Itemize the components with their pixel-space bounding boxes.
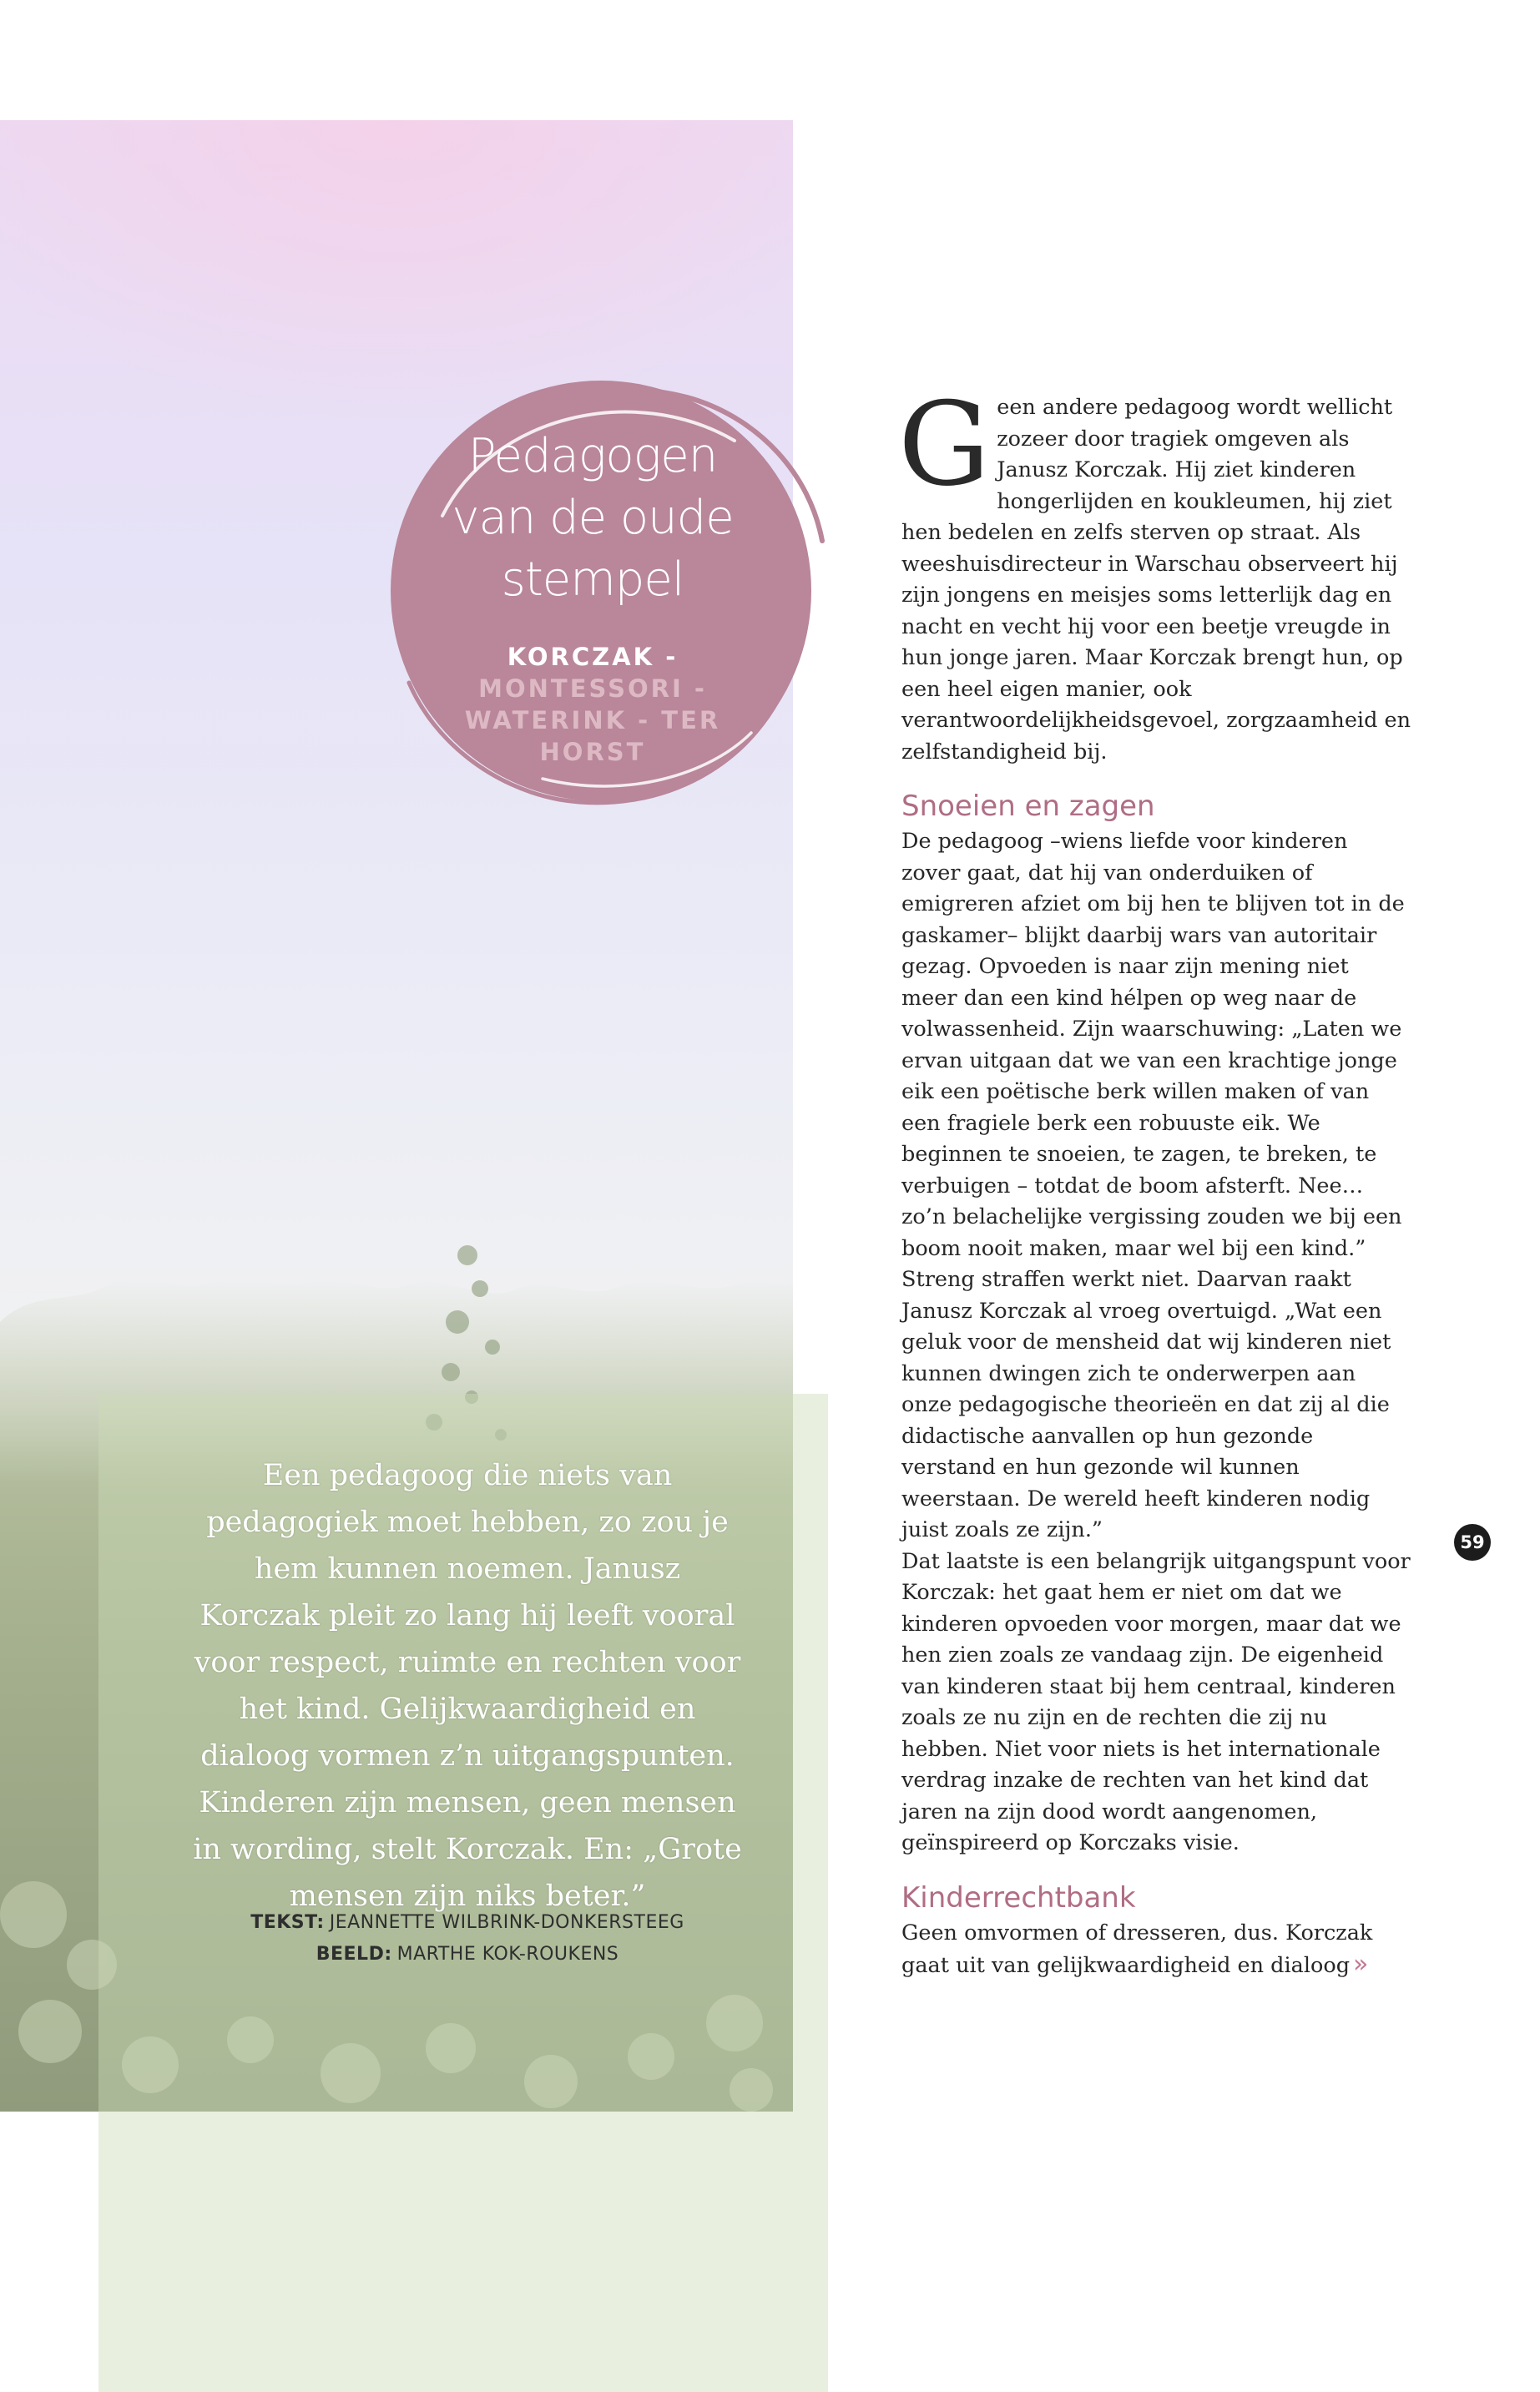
credit-image	[192, 1939, 743, 1971]
badge-title: Pedagogen van de oude stempel	[452, 429, 734, 607]
credit-image-value: MARTHE KOK-ROUKENS	[396, 1944, 619, 1965]
article-body	[898, 377, 1411, 1982]
section-kinderrechtbank-text: Geen omvormen of dresseren, dus. Korczak gaat uit van gelijkwaardigheid en dialoog	[901, 1920, 1373, 1978]
section-heading-kinderrechtbank: Kinderrechtbank	[901, 1880, 1136, 1915]
pull-quote: Een pedagoog die niets van pedagogiek moet hebben, zo zou je hem kunnen noemen. Janusz Korczak pleit zo lang hij leeft vooral voor respect, ruimte en rechten voor het kind. Gelijkwaardigheid en dialoog vormen z’n uitgangspunten. Kinderen zijn mensen, geen mensen in wording, stelt Korczak. En: „Grote mensen zijn niks beter.”	[193, 1459, 742, 1913]
intro-paragraph	[898, 377, 1411, 768]
badge-names-rest: MONTESSORI - WATERINK - TER HORST	[464, 674, 721, 766]
section-snoeien-text: De pedagoog –wiens liefde voor kinderen zover gaat, dat hij van onderduiken of emigreren afziet om bij hen te blijven tot in de gaskamer– blijkt daarbij wars van autoritair gezag. Opvoeden is naar zijn mening niet meer dan een kind hélpen op weg naar de volwassenheid. Zijn waarschuwing: „Laten we ervan uitgaan dat we van een krachtige jonge eik een poëtische berk willen maken of van een fragiele berk een robuuste eik. We beginnen te snoeien, te zagen, te breken, te verbuigen – totdat de boom afsterft. Nee… zo’n belachelijke vergissing zouden we bij een boom nooit maken, maar wel bij een kind.” Streng straffen werkt niet. Daarvan raakt Janusz Korczak al vroeg overtuigd. „Wat een geluk voor de mensheid dat wij kinderen niet kunnen dwingen zich te onderwerpen aan onze pedagogische theorieën en dat zij al die didactische aanvallen op hun gezonde verstand en hun gezonde wil kunnen weerstaan. De wereld heeft kinderen nodig juist zoals ze zijn.” Dat laatste is een belangrijk uitgangspunt voor Korczak: het gaat hem er niet om dat we kinderen opvoeden voor morgen, maar dat we hen zien zoals ze vandaag zijn. De eigenheid van kinderen staat bij hem centraal, kinderen zoals ze nu zijn en de rechten die zij nu hebben. Niet voor niets is het internationale verdrag inzake de rechten van het kind dat jaren na zijn dood wordt aangenomen, geïnspireerd op Korczaks visie.	[901, 829, 1411, 1855]
credits	[192, 1907, 743, 1971]
section-kinderrechtbank-paragraph	[901, 1918, 1411, 1982]
credit-image-label: BEELD:	[316, 1944, 392, 1965]
drop-cap: G	[898, 377, 991, 512]
badge-names-lead: KORCZAK -	[507, 643, 679, 671]
section-heading-snoeien: Snoeien en zagen	[901, 790, 1155, 823]
credit-text-label: TEKST:	[250, 1912, 325, 1933]
page-number: 59	[1454, 1524, 1491, 1561]
double-chevron-right-icon: »	[1353, 1950, 1369, 1979]
intro-text: een andere pedagoog wordt wellicht zozeer door tragiek omgeven als Janusz Korczak. Hij ziet kinderen hongerlijden en koukleumen, hij ziet hen bedelen en zelfs sterven op straat. Als weeshuisdirecteur in Warschau observeert hij zijn jongens en meisjes soms letterlijk dag en nacht en vecht hij voor een beetje vreugde in hun jonge jaren. Maar Korczak brengt hun, op een heel eigen manier, ook verantwoordelijkheidsgevoel, zorgzaamheid en zelfstandigheid bij.	[901, 395, 1411, 765]
badge-subtitle	[455, 641, 730, 768]
credit-text	[192, 1907, 743, 1939]
credit-text-value: JEANNETTE WILBRINK-DONKERSTEEG	[329, 1912, 684, 1933]
